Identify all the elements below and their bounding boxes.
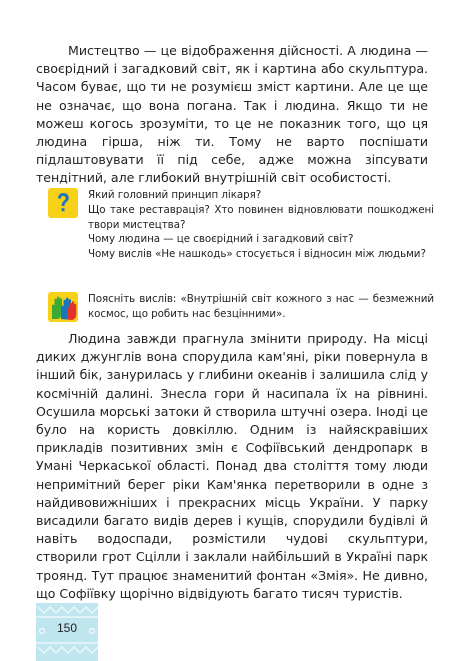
question-item: Чому вислів «Не нашкодь» стосується і відносин між людьми? bbox=[88, 248, 426, 261]
page-number: 150 bbox=[56, 621, 78, 635]
paragraph-art-and-person: Мистецтво — це відображення дійсності. А людина — своєрідний і загадковий світ, як і картина або скульптура. Часом буває, що ти не розумієш зміст картини. Але це ще не означає, що вона погана. Так і людина. Якщо ти не можеш когось зрозуміти, то це не показник того, що ця людина гірша, ніж ти. Тому не варто поспішати підлаштовувати її під себе, адже можна зіпсувати тендітний, але глибокий внутрішній світ особистості. bbox=[36, 43, 428, 186]
question-mark-icon bbox=[48, 188, 78, 218]
page-number-band bbox=[36, 603, 98, 661]
task-box bbox=[36, 292, 436, 330]
questions-box bbox=[36, 188, 436, 274]
paragraph-nature-change: Людина завжди прагнула змінити природу. На місці диких джунглів вона спорудила кам'яні, ріки повернула в інший бік, занурилась у глибини океанів і залишила слід у космічній далині. Знесла гори й насипала їх на рівнині. Осушила морські затоки й створила штучні озера. Іноді це було на користь довкіллю. Одним із найяскравіших прикладів позитивних змін є Софіївський дендропарк в Умані Черкаської області. Понад два століття тому люди непримітний берег ріки Кам'янка перетворили в одне з найдивовижніших і прекрасних місць України. У парку висадили багато видів дерев і кущів, спорудили будівлі й навіть водоспади, розмістили чудові скульптури, створили грот Сцілли і заклали найбільший в Україні парк троянд. Тут працює знаменитий фонтан «Змія». Не дивно, що Софіївку щорічно відвідують багато тисяч туристів. bbox=[36, 331, 428, 601]
question-item: Який головний принцип лікаря? bbox=[88, 189, 262, 201]
task-text: Поясніть вислів: «Внутрішній світ кожного з нас — безмежний космос, що робить нас безцінними». bbox=[88, 293, 434, 320]
question-item: Чому людина — це своєрідний і загадковий світ? bbox=[88, 233, 354, 246]
raised-hands-icon bbox=[48, 292, 78, 322]
question-item: Що таке реставрація? Хто повинен відновлювати пошкоджені твори мистецтва? bbox=[88, 203, 434, 231]
questions-list bbox=[88, 188, 434, 262]
